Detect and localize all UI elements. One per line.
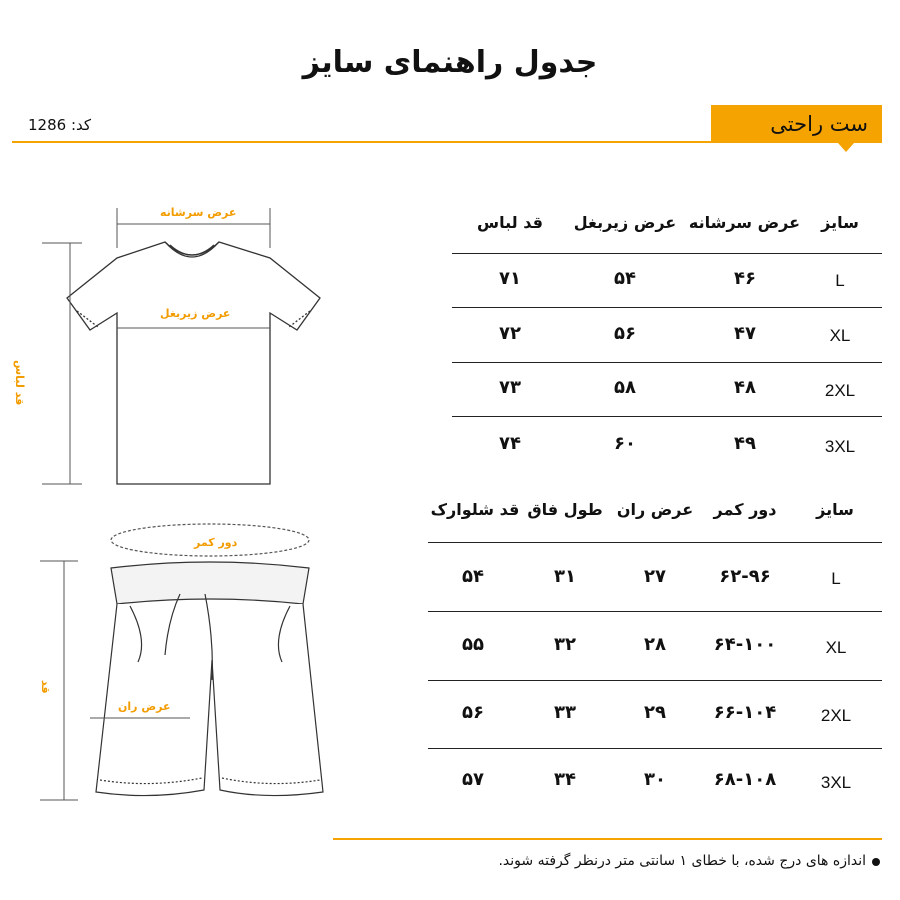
shirt-table-line (452, 253, 882, 254)
shorts-cell: ۵۴ (462, 566, 484, 587)
shorts-header-waist: دور کمر (713, 500, 777, 519)
shorts-table-line (428, 542, 882, 543)
shorts-header-thigh: عرض ران (616, 500, 694, 519)
bullet-icon (872, 858, 880, 866)
shirt-cell: ۷۲ (499, 323, 521, 344)
shorts-cell: ۳۰ (644, 769, 666, 790)
page-title: جدول راهنمای سایز (302, 45, 598, 80)
shorts-table-line (428, 748, 882, 749)
shirt-cell: XL (829, 326, 851, 345)
shorts-cell: ۶۸-۱۰۸ (713, 769, 777, 790)
shorts-cell: ۵۶ (462, 702, 484, 723)
shorts-cell: L (831, 569, 841, 588)
shorts-header-length: قد شلوارک (430, 500, 520, 519)
shirt-header-shoulder: عرض سرشانه (688, 213, 800, 232)
shorts-cell: ۳۴ (554, 769, 576, 790)
shirt-table-line (452, 307, 882, 308)
thigh-label: عرض ران (118, 700, 171, 713)
tshirt-illustration (67, 242, 320, 484)
chest-label: عرض زیربغل (160, 307, 231, 320)
footer-divider (333, 838, 882, 840)
shorts-header-size: سایز (816, 500, 854, 519)
shirt-header-length: قد لباس (477, 213, 543, 232)
product-code: کد: 1286 (28, 116, 92, 134)
shirt-cell: ۴۶ (734, 268, 756, 289)
shorts-cell: ۳۳ (554, 702, 576, 723)
shorts-cell: 3XL (820, 773, 852, 792)
shirt-table-line (452, 416, 882, 417)
shirt-cell: ۷۴ (499, 433, 521, 454)
shorts-cell: ۲۸ (644, 634, 666, 655)
shirt-cell: ۷۳ (499, 377, 521, 398)
shirt-cell: ۴۸ (734, 377, 756, 398)
shorts-cell: ۵۷ (462, 769, 484, 790)
shirt-cell: ۵۸ (614, 377, 636, 398)
shorts-cell: ۲۹ (644, 702, 666, 723)
shorts-header-rise: طول فاق (527, 500, 603, 519)
shirt-header-chest: عرض زیربغل (573, 213, 677, 232)
shirt-table-line (452, 362, 882, 363)
shirt-cell: ۵۶ (614, 323, 636, 344)
shorts-cell: ۳۱ (554, 566, 576, 587)
shoulder-label: عرض سرشانه (160, 206, 237, 219)
shorts-cell: ۳۲ (554, 634, 576, 655)
shorts-cell: ۶۲-۹۶ (719, 566, 771, 587)
shirt-length-label: قد لباس (13, 360, 26, 406)
shorts-cell: ۵۵ (462, 634, 484, 655)
category-tab-label: ست راحتی (770, 112, 868, 136)
waist-label: دور کمر (194, 536, 238, 549)
shorts-cell: 2XL (820, 706, 852, 725)
shirt-cell: L (835, 271, 845, 290)
shirt-cell: ۷۱ (499, 268, 521, 289)
shorts-cell: ۶۶-۱۰۴ (713, 702, 777, 723)
tolerance-note: اندازه های درج شده، با خطای ۱ سانتی متر درنظر گرفته شوند. (498, 853, 866, 869)
shorts-length-label: قد (39, 680, 52, 694)
shirt-cell: ۴۷ (734, 323, 756, 344)
shorts-table-line (428, 611, 882, 612)
shirt-cell: 3XL (824, 437, 856, 456)
shorts-cell: ۲۷ (644, 566, 666, 587)
shorts-table-line (428, 680, 882, 681)
shirt-header-size: سایز (821, 213, 859, 232)
shirt-cell: ۶۰ (614, 433, 636, 454)
shirt-cell: ۵۴ (614, 268, 636, 289)
shorts-illustration (96, 524, 323, 796)
shorts-cell: XL (825, 638, 847, 657)
shirt-cell: ۴۹ (734, 433, 756, 454)
shorts-cell: ۶۴-۱۰۰ (713, 634, 777, 655)
shirt-cell: 2XL (824, 381, 856, 400)
